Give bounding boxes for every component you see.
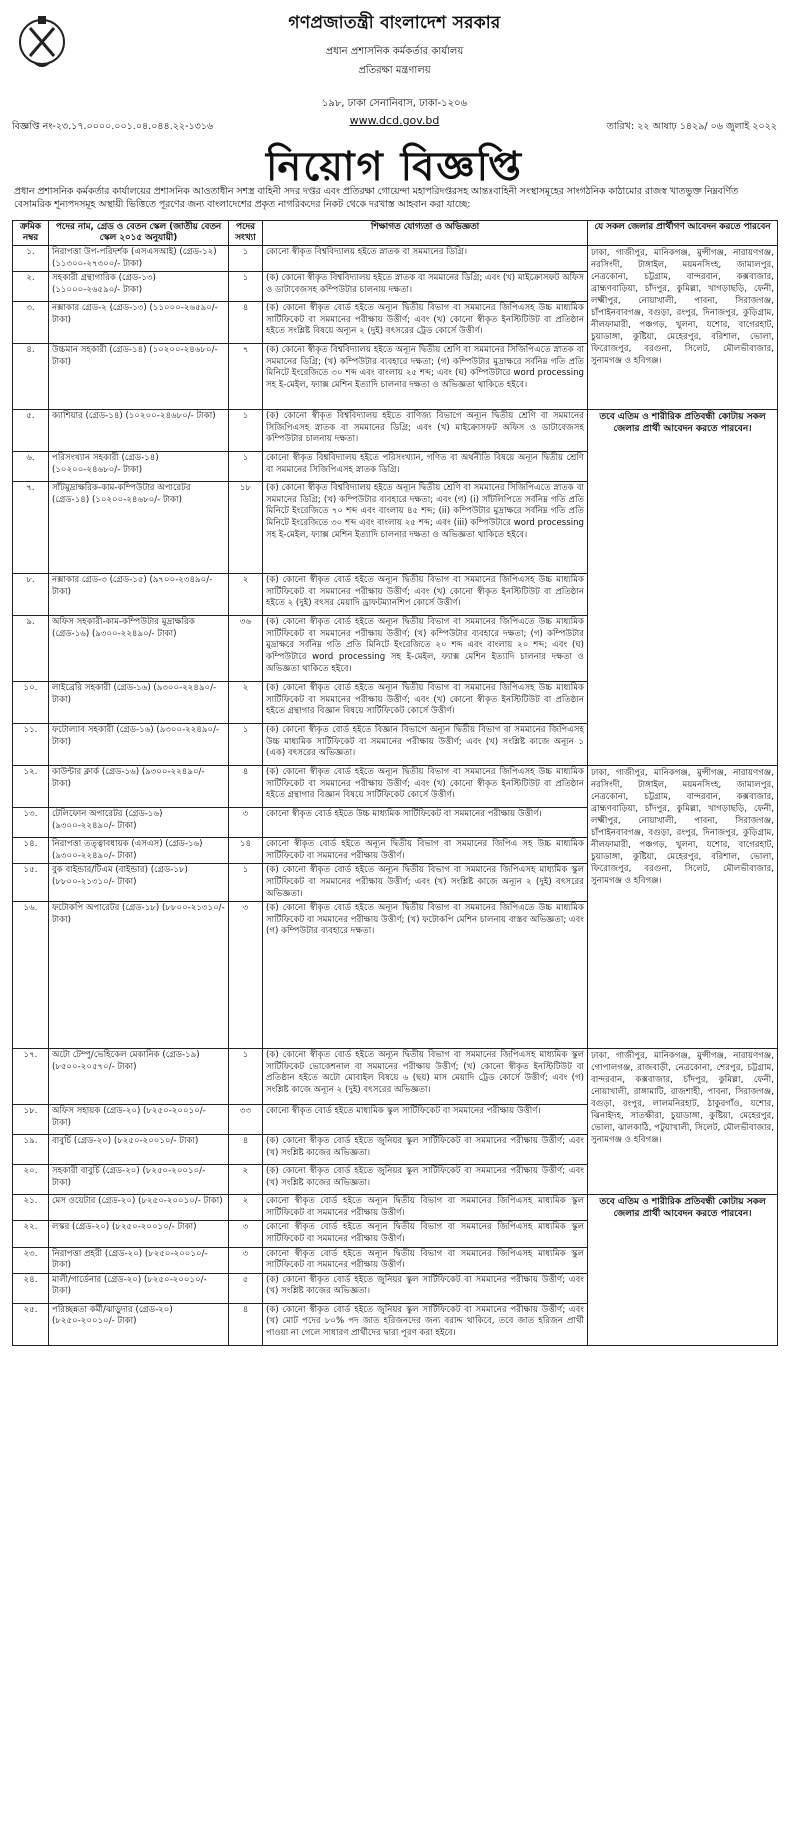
memo-number: বিজ্ঞপ্তি নং-২৩.১৭.০০০০.০০১.০৪.০৪৪.২২-১৩১৬ — [12, 121, 214, 132]
serial-cell: ১৯. — [13, 1135, 49, 1165]
count-cell: ১ — [229, 452, 263, 482]
count-cell: ৪ — [229, 766, 263, 808]
letterhead — [0, 0, 789, 130]
qualification-cell: কোনো স্বীকৃত বোর্ড হইতে উচ্চ মাধ্যমিক সার্টিফিকেট বা সমমানের পরীক্ষায় উত্তীর্ণ। — [263, 808, 588, 838]
serial-cell: ৪. — [13, 344, 49, 410]
qualification-cell: (ক) কোনো স্বীকৃত বোর্ড হইতে অন্যূন দ্বিতীয় বিভাগ বা সমমানের জিপিএসহ মাধ্যমিক স্কুল সার্টিফিকেট বা সমমানের পরীক্ষায় উত্তীর্ণ; এবং (খ) সংশ্লিষ্ট কাজে অন্যূন ২ (দুই) বৎসরের অভিজ্ঞতা। — [263, 864, 588, 902]
serial-cell: ১৪. — [13, 838, 49, 864]
count-cell: ৪ — [229, 1135, 263, 1165]
count-cell: ১ — [229, 246, 263, 272]
count-cell: ১ — [229, 410, 263, 452]
count-cell: ৩ — [229, 902, 263, 1049]
count-cell: ১ — [229, 1049, 263, 1105]
col-qualification: শিক্ষাগত যোগ্যতা ও অভিজ্ঞতা — [263, 221, 588, 246]
count-cell: ৪ — [229, 302, 263, 344]
qualification-cell: (ক) কোনো স্বীকৃত বোর্ড হইতে অন্যূন দ্বিতীয় বিভাগ বা সমমানের জিপিএসহ উচ্চ মাধ্যমিক সার্টিফিকেট বা সমমানের পরীক্ষায় উত্তীর্ণ; এবং (খ) কোনো স্বীকৃত ইনস্টিটিউট বা প্রতিষ্ঠান হইতে সংশ্লিষ্ট বিষয়ে অন্যূন ২ (দুই) বৎসরের ট্রেড কোর্সে উত্তীর্ণ। — [263, 302, 588, 344]
qualification-cell: (ক) কোনো স্বীকৃত বোর্ড হইতে অন্যূন দ্বিতীয় বিভাগ বা সমমানের জিপিএতে উচ্চ মাধ্যমিক সার্টিফিকেট বা সমমানের পরীক্ষায় উত্তীর্ণ; (খ) কম্পিউটার ব্যবহারে দক্ষতা; (গ) কম্পিউটার মুদ্রাক্ষরে সর্বনিম্ন গতি প্রতি মিনিটে ইংরেজিতে ২০ শব্দ এবং বাংলায় ২০ শব্দ; এবং (ঘ) কম্পিউটারে word processing সহ ই-মেইল, ফ্যাক্স মেশিন ইত্যাদি চালনার দক্ষতা ও অভিজ্ঞতা থাকিতে হইবে। — [263, 616, 588, 682]
district-cell: ঢাকা, গাজীপুর, মানিকগঞ্জ, মুন্সীগঞ্জ, নারায়ণগঞ্জ, নরসিংদী, টাঙ্গাইল, ময়মনসিংহ, জামালপুর, নেত্রকোনা, চট্টগ্রাম, বান্দরবান, কক্সবাজার, ব্রাহ্মণবাড়িয়া, চাঁদপুর, কুমিল্লা, খাগড়াছড়ি, ফেনী, লক্ষ্মীপুর, নোয়াখালী, পাবনা, সিরাজগঞ্জ, চাঁপাইনবাবগঞ্জ, বগুড়া, রংপুর, দিনাজপুর, কুড়িগ্রাম, নীলফামারী, পঞ্চগড়, খুলনা, যশোর, বাগেরহাট, চুয়াডাঙ্গা, কুষ্টিয়া, মেহেরপুর, বরিশাল, ভোলা, ফিরোজপুর, বরগুনা, সিলেট, মৌলভীবাজার, সুনামগঞ্জ ও হবিগঞ্জ। — [588, 766, 778, 1049]
quota-note-cell: তবে এতিম ও শারীরিক প্রতিবন্ধী কোটায় সকল জেলার প্রার্থী আবেদন করতে পারবেন। — [588, 410, 778, 766]
serial-cell: ২২. — [13, 1221, 49, 1247]
qualification-cell: কোনো স্বীকৃত বোর্ড হইতে অন্যূন দ্বিতীয় বিভাগ বা সমমানের জিপিএসহ মাধ্যমিক স্কুল সার্টিফিকেট বা সমমানের পরীক্ষায় উত্তীর্ণ। — [263, 1195, 588, 1221]
post-cell: লাইব্রেরি সহকারী (গ্রেড-১৬) (৯৩০০-২২৪৯০/- টাকা) — [49, 682, 229, 724]
qualification-cell: (ক) কোনো স্বীকৃত বিশ্ববিদ্যালয় হইতে অন্যূন দ্বিতীয় শ্রেণি বা সমমানের সিজিপিএতে স্নাতক বা সমমানের ডিগ্রি; (খ) কম্পিউটার ব্যবহারে দক্ষতা; এবং (গ) (i) সাঁটলিপিতে সর্বনিম্ন গতি প্রতি মিনিটে ইংরেজিতে ৭০ শব্দ এবং বাংলায় ৪৫ শব্দ; (ii) কম্পিউটার মুদ্রাক্ষরে সর্বনিম্ন গতি প্রতি মিনিটে ইংরেজিতে ৩০ শব্দ এবং বাংলায় ২৫ শব্দ; এবং (iii) কম্পিউটারে word processing সহ ই-মেইল, ফ্যাক্স মেশিন ইত্যাদি চালনার দক্ষতা ও অভিজ্ঞতা থাকিতে হইবে। — [263, 482, 588, 574]
col-count: পদের সংখ্যা — [229, 221, 263, 246]
post-cell: নক্সাকার গ্রেড-২ (গ্রেড-১৩) (১১০০০-২৬৫৯০/- টাকা) — [49, 302, 229, 344]
post-cell: নিরাপত্তা উপ-পরিদর্শক (এসএসআই) (গ্রেড-১২) (১১৩০০-২৭৩০০/- টাকা) — [49, 246, 229, 272]
serial-cell: ১৩. — [13, 808, 49, 838]
qualification-cell: কোনো স্বীকৃত বোর্ড হইতে অন্যূন দ্বিতীয় বিভাগ বা সমমানের জিপিএসহ মাধ্যমিক স্কুল সার্টিফিকেট বা সমমানের পরীক্ষায় উত্তীর্ণ। — [263, 1247, 588, 1273]
post-cell: মালী/গার্ডেনার (গ্রেড-২০) (৮২৫০-২০০১০/- টাকা) — [49, 1273, 229, 1303]
serial-cell: ১০. — [13, 682, 49, 724]
emblem-icon — [16, 12, 68, 76]
serial-cell: ৭. — [13, 482, 49, 574]
serial-cell: ৬. — [13, 452, 49, 482]
post-cell: উচ্চমান সহকারী (গ্রেড-১৪) (১০২০০-২৪৬৮০/- টাকা) — [49, 344, 229, 410]
post-cell: কাউন্টার ক্লার্ক (গ্রেড-১৬) (৯৩০০-২২৪৯০/- টাকা) — [49, 766, 229, 808]
qualification-cell: কোনো স্বীকৃত বোর্ড হইতে মাধ্যমিক স্কুল সার্টিফিকেট বা সমমানের পরীক্ষায় উত্তীর্ণ। — [263, 1105, 588, 1135]
serial-cell: ১৬. — [13, 902, 49, 1049]
post-cell: পরিসংখ্যান সহকারী (গ্রেড-১৪) (১০২০০-২৪৬৮০/- টাকা) — [49, 452, 229, 482]
count-cell: ২ — [229, 1165, 263, 1195]
memo-date: তারিখ: ২২ আষাঢ় ১৪২৯/ ০৬ জুলাই ২০২২ — [606, 121, 777, 132]
serial-cell: ৩. — [13, 302, 49, 344]
reference-line — [12, 120, 777, 135]
qualification-cell: (ক) কোনো স্বীকৃত বোর্ড হইতে অন্যূন দ্বিতীয় বিভাগ বা সমমানের জিপিএসহ উচ্চ মাধ্যমিক সার্টিফিকেট বা সমমানের পরীক্ষায় উত্তীর্ণ; এবং (খ) কোনো স্বীকৃত ইনস্টিটিউট বা প্রতিষ্ঠান হইতে গ্রন্থাগার বিজ্ঞান বিষয়ে সার্টিফিকেট কোর্সে উত্তীর্ণ। — [263, 682, 588, 724]
serial-cell: ২৩. — [13, 1247, 49, 1273]
post-cell: লস্কর (গ্রেড-২০) (৮২৫০-২০০১০/- টাকা) — [49, 1221, 229, 1247]
qualification-cell: (ক) কোনো স্বীকৃত বোর্ড হইতে জুনিয়র স্কুল সার্টিফিকেট বা সমমানের পরীক্ষায় উত্তীর্ণ; এবং (খ) সংশ্লিষ্ট কাজের অভিজ্ঞতা। — [263, 1165, 588, 1195]
count-cell: ১ — [229, 272, 263, 302]
count-cell: ৭ — [229, 344, 263, 410]
government-name: গণপ্রজাতন্ত্রী বাংলাদেশ সরকার — [288, 13, 501, 33]
serial-cell: ২৪. — [13, 1273, 49, 1303]
post-cell: পরিচ্ছন্নতা কর্মী/ঝাড়ুদার (গ্রেড-২০) (৮২৫০-২০০১০/- টাকা) — [49, 1303, 229, 1345]
qualification-cell: (ক) কোনো স্বীকৃত বিশ্ববিদ্যালয় হইতে স্নাতক বা সমমানের ডিগ্রি; এবং (খ) মাইক্রোসফট অফিস ও ডাটাবেজসহ কম্পিউটার চালনায় দক্ষতা। — [263, 272, 588, 302]
count-cell: ১৮ — [229, 482, 263, 574]
serial-cell: ৫. — [13, 410, 49, 452]
ministry-name: প্রতিরক্ষা মন্ত্রণালয় — [358, 65, 431, 76]
count-cell: ১৪ — [229, 838, 263, 864]
serial-cell: ১৮. — [13, 1105, 49, 1135]
post-cell: সহকারী বাবুর্চি (গ্রেড-২০) (৮২৫০-২০০১০/- টাকা) — [49, 1165, 229, 1195]
count-cell: ২ — [229, 1195, 263, 1221]
qualification-cell: (ক) কোনো স্বীকৃত বোর্ড হইতে বিজ্ঞান বিভাগে অন্যূন দ্বিতীয় বিভাগ বা সমমানের জিপিএসহ উচ্চ মাধ্যমিক সার্টিফিকেট বা সমমানের পরীক্ষায় উত্তীর্ণ; এবং (খ) সংশ্লিষ্ট কাজে অন্যূন ১ (এক) বৎসরের অভিজ্ঞতা। — [263, 724, 588, 766]
count-cell: ১ — [229, 864, 263, 902]
post-cell: মেস ওয়েটার (গ্রেড-২০) (৮২৫০-২০০১০/- টাকা) — [49, 1195, 229, 1221]
table-row — [13, 410, 778, 452]
qualification-cell: (ক) কোনো স্বীকৃত বোর্ড হইতে জুনিয়র স্কুল সার্টিফিকেট বা সমমানের পরীক্ষায় উত্তীর্ণ; এবং (খ) সংশ্লিষ্ট কাজের অভিজ্ঞতা। — [263, 1135, 588, 1165]
serial-cell: ২. — [13, 272, 49, 302]
post-cell: বাবুর্চি (গ্রেড-২০) (৮২৫০-২০০১০/- টাকা) — [49, 1135, 229, 1165]
table-row — [13, 1195, 778, 1221]
vacancy-table — [12, 220, 778, 1346]
serial-cell: ১৫. — [13, 864, 49, 902]
qualification-cell: (ক) কোনো স্বীকৃত বোর্ড হইতে জুনিয়র স্কুল সার্টিফিকেট বা সমমানের পরীক্ষায় উত্তীর্ণ; এবং (খ) সংশ্লিষ্ট কাজের অভিজ্ঞতা। — [263, 1273, 588, 1303]
post-cell: ক্যাশিয়ার (গ্রেড-১৪) (১০২০০-২৪৬৮০/- টাকা) — [49, 410, 229, 452]
serial-cell: ৮. — [13, 574, 49, 616]
intro-paragraph: প্রধান প্রশাসনিক কর্মকর্তার কার্যালয়ের প্রশাসনিক আওতাধীন সশস্ত্র বাহিনী সদর দপ্তর এবং প্রতিরক্ষা গোয়েন্দা মহাপরিদপ্তরসহ আন্তঃবাহিনী সংস্থাসমূহের সাংগঠনিক কাঠামোর রাজস্ব খাতভুক্ত নিম্নবর্ণিত বেসামরিক শূন্যপদসমূহ অস্থায়ী ভিত্তিতে পূরণের জন্য বাংলাদেশের প্রকৃত নাগরিকদের নিকট থেকে দরখাস্ত আহবান করা যাচ্ছে: — [14, 186, 739, 210]
table-header-row — [13, 221, 778, 246]
qualification-cell: (ক) কোনো স্বীকৃত বোর্ড হইতে অন্যূন দ্বিতীয় বিভাগ বা সমমানের জিপিএতে উচ্চ মাধ্যমিক সার্টিফিকেট বা সমমানের পরীক্ষায় উত্তীর্ণ; (খ) ফটোকপি মেশিন চালনায় বাস্তব অভিজ্ঞতা; এবং (গ) কম্পিউটার ব্যবহারে দক্ষতা। — [263, 902, 588, 1049]
table-row — [13, 766, 778, 808]
qualification-cell: (ক) কোনো স্বীকৃত বোর্ড হইতে অন্যূন দ্বিতীয় বিভাগ বা সমমানের জিপিএসহ উচ্চ মাধ্যমিক সার্টিফিকেট বা সমমানের পরীক্ষায় উত্তীর্ণ; এবং (খ) কোনো স্বীকৃত ইনস্টিটিউট বা প্রতিষ্ঠান হইতে গ্রন্থাগার বিজ্ঞান বিষয়ে সার্টিফিকেট কোর্সে উত্তীর্ণ। — [263, 766, 588, 808]
post-cell: টেলিফোন অপারেটর (গ্রেড-১৬) (৯৩০০-২২৪৯০/- টাকা) — [49, 808, 229, 838]
district-cell: ঢাকা, গাজীপুর, মানিকগঞ্জ, মুন্সীগঞ্জ, নারায়ণগঞ্জ, নরসিংদী, টাঙ্গাইল, ময়মনসিংহ, জামালপুর, নেত্রকোনা, চট্টগ্রাম, বান্দরবান, কক্সবাজার, ব্রাহ্মণবাড়িয়া, চাঁদপুর, কুমিল্লা, খাগড়াছড়ি, ফেনী, লক্ষ্মীপুর, নোয়াখালী, পাবনা, সিরাজগঞ্জ, চাঁপাইনবাবগঞ্জ, বগুড়া, রংপুর, দিনাজপুর, কুড়িগ্রাম, নীলফামারী, পঞ্চগড়, খুলনা, যশোর, বাগেরহাট, চুয়াডাঙ্গা, কুষ্টিয়া, মেহেরপুর, বরিশাল, ভোলা, ফিরোজপুর, বরগুনা, সিলেট, মৌলভীবাজার, সুনামগঞ্জ ও হবিগঞ্জ। — [588, 246, 778, 410]
qualification-cell: কোনো স্বীকৃত বোর্ড হইতে অন্যূন দ্বিতীয় বিভাগ বা সমমানের জিপিএসহ মাধ্যমিক স্কুল সার্টিফিকেট বা সমমানের পরীক্ষায় উত্তীর্ণ। — [263, 1221, 588, 1247]
count-cell: ৩ — [229, 808, 263, 838]
col-serial: ক্রমিক নম্বর — [13, 221, 49, 246]
qualification-cell: (ক) কোনো স্বীকৃত বিশ্ববিদ্যালয় হইতে বাণিজ্য বিভাগে অন্যূন দ্বিতীয় শ্রেণি বা সমমানের সিজিপিএসহ স্নাতক বা সমমানের ডিগ্রি; এবং (খ) মাইক্রোসফট অফিস ও ডাটাবেজসহ কম্পিউটার চালনায় দক্ষতা। — [263, 410, 588, 452]
serial-cell: ৯. — [13, 616, 49, 682]
serial-cell: ২৫. — [13, 1303, 49, 1345]
website-link[interactable]: www.dcd.gov.bd — [349, 114, 440, 127]
serial-cell: ১২. — [13, 766, 49, 808]
qualification-cell: কোনো স্বীকৃত বিশ্ববিদ্যালয় হইতে পরিসংখ্যান, গণিত বা অর্থনীতি বিষয়ে অন্যূন দ্বিতীয় শ্রেণি বা সমমানের সিজিপিএসহ স্নাতক ডিগ্রি। — [263, 452, 588, 482]
post-cell: নিরাপত্তা প্রহরী (গ্রেড-২০) (৮২৫০-২০০১০/- টাকা) — [49, 1247, 229, 1273]
qualification-cell: (ক) কোনো স্বীকৃত বোর্ড হইতে অন্যূন দ্বিতীয় বিভাগ বা সমমানের জিপিএসহ মাধ্যমিক স্কুল সার্টিফিকেট ভোকেশনাল বা সমমানের পরীক্ষায় উত্তীর্ণ; (খ) কোনো স্বীকৃত ইনস্টিটিউট বা প্রতিষ্ঠান হইতে অটো মোবাইল বিষয়ে ৬ (ছয়) মাস মেয়াদি ট্রেড কোর্সে উত্তীর্ণ; এবং (গ) সংশ্লিষ্ট কাজে অন্যূন ২ (দুই) বৎসরের অভিজ্ঞতা। — [263, 1049, 588, 1105]
qualification-cell: কোনো স্বীকৃত বিশ্ববিদ্যালয় হইতে স্নাতক বা সমমানের ডিগ্রি। — [263, 246, 588, 272]
count-cell: ১ — [229, 724, 263, 766]
office-name: প্রধান প্রশাসনিক কর্মকর্তার কার্যালয় — [325, 46, 464, 57]
count-cell: ৩৬ — [229, 616, 263, 682]
count-cell: ৩ — [229, 1221, 263, 1247]
count-cell: ৩৩ — [229, 1105, 263, 1135]
count-cell: ৩ — [229, 1247, 263, 1273]
count-cell: ২ — [229, 682, 263, 724]
post-cell: বুক বাইন্ডার/টিএম (বাইন্ডার) (গ্রেড-১৮) (৮৮০০-২১৩১০/- টাকা) — [49, 864, 229, 902]
serial-cell: ২১. — [13, 1195, 49, 1221]
post-cell: সাঁটমুদ্রাক্ষরিক-কাম-কম্পিউটার অপারেটর (গ্রেড-১৪) (১০২০০-২৪৬৮০/- টাকা) — [49, 482, 229, 574]
count-cell: ৪ — [229, 1303, 263, 1345]
serial-cell: ২০. — [13, 1165, 49, 1195]
post-cell: নিরাপত্তা তত্ত্বাবধায়ক (এসএস) (গ্রেড-১৬) (৯৩০০-২২৪৯০/- টাকা) — [49, 838, 229, 864]
office-address: ১৯৮, ঢাকা সেনানিবাস, ঢাকা-১২০৬ — [321, 98, 468, 109]
post-cell: অফিস সহকারী-কাম-কম্পিউটার মুদ্রাক্ষরিক (গ্রেড-১৬) (৯৩০০-২২৪৯০/- টাকা) — [49, 616, 229, 682]
qualification-cell: কোনো স্বীকৃত বোর্ড হইতে অন্যূন দ্বিতীয় বিভাগ বা সমমানের জিপিএ সহ উচ্চ মাধ্যমিক সার্টিফিকেট বা সমমানের পরীক্ষায় উত্তীর্ণ। — [263, 838, 588, 864]
table-row — [13, 1049, 778, 1105]
serial-cell: ১৭. — [13, 1049, 49, 1105]
district-cell: ঢাকা, গাজীপুর, মানিকগঞ্জ, মুন্সীগঞ্জ, নারায়ণগঞ্জ, গোপালগঞ্জ, রাজবাড়ী, নেত্রকোনা, শেরপুর, চট্টগ্রাম, বান্দরবান, কক্সবাজার, চাঁদপুর, কুমিল্লা, ফেনী, নোয়াখালী, রাঙ্গামাটি, রাজশাহী, পাবনা, সিরাজগঞ্জ, বগুড়া, রংপুর, লালমনিরহাট, ঠাকুরগাঁও, যশোর, ঝিনাইদহ, সাতক্ষীরা, চুয়াডাঙ্গা, কুষ্টিয়া, মেহেরপুর, ভোলা, ঝালকাঠি, পটুয়াখালী, সিলেট, মৌলভীবাজার, সুনামগঞ্জ ও হবিগঞ্জ। — [588, 1049, 778, 1195]
col-post: পদের নাম, গ্রেড ও বেতন স্কেল (জাতীয় বেতন স্কেল ২০১৫ অনুযায়ী) — [49, 221, 229, 246]
qualification-cell: (ক) কোনো স্বীকৃত বোর্ড হইতে জুনিয়র স্কুল সার্টিফিকেট বা সমমানের পরীক্ষায় উত্তীর্ণ; এবং (খ) মোট পদের ৮০% পদ জাত হরিজনদের জন্য বরাদ্দ থাকিবে, তবে জাত হরিজন প্রার্থী পাওয়া না গেলে সাধারণ প্রার্থীদের দ্বারা পূরণ করা হইবে। — [263, 1303, 588, 1345]
quota-note-cell: তবে এতিম ও শারীরিক প্রতিবন্ধী কোটায় সকল জেলার প্রার্থী আবেদন করতে পারবেন। — [588, 1195, 778, 1346]
count-cell: ২ — [229, 574, 263, 616]
qualification-cell: (ক) কোনো স্বীকৃত বোর্ড হইতে অন্যূন দ্বিতীয় বিভাগ বা সমমানের জিপিএসহ উচ্চ মাধ্যমিক সার্টিফিকেট বা সমমানের পরীক্ষায় উত্তীর্ণ; এবং (খ) কোনো স্বীকৃত ইনস্টিটিউট বা প্রতিষ্ঠান হইতে ২ (দুই) বৎসর মেয়াদি ড্রাফটম্যানশিপ কোর্সে উত্তীর্ণ। — [263, 574, 588, 616]
count-cell: ৫ — [229, 1273, 263, 1303]
post-cell: ফটোকপি অপারেটর (গ্রেড-১৮) (৮৮০০-২১৩১০/- টাকা) — [49, 902, 229, 1049]
table-row — [13, 246, 778, 272]
post-cell: অফিস সহায়ক (গ্রেড-২০) (৮২৫০-২০০১০/- টাকা) — [49, 1105, 229, 1135]
post-cell: ফটোল্যাব সহকারী (গ্রেড-১৬) (৯৩০০-২২৪৯০/- টাকা) — [49, 724, 229, 766]
post-cell: নক্সাকার গ্রেড-৩ (গ্রেড-১৫) (৯৭০০-২৩৪৯০/- টাকা) — [49, 574, 229, 616]
serial-cell: ১. — [13, 246, 49, 272]
qualification-cell: (ক) কোনো স্বীকৃত বিশ্ববিদ্যালয় হইতে অন্যূন দ্বিতীয় শ্রেণি বা সমমানের সিজিপিএতে স্নাতক বা সমমানের ডিগ্রি; (খ) কম্পিউটার ব্যবহারে দক্ষতা; (গ) কম্পিউটার মুদ্রাক্ষরে সর্বনিম্ন গতি প্রতি মিনিটে ইংরেজিতে ৩০ শব্দ এবং বাংলায় ২৫ শব্দ; এবং (ঘ) কম্পিউটারে word processing সহ ই-মেইল, ফ্যাক্স মেশিন ইত্যাদি চালনার দক্ষতা ও অভিজ্ঞতা থাকিতে হইবে। — [263, 344, 588, 410]
page-title: নিয়োগ বিজ্ঞপ্তি — [265, 144, 523, 190]
col-districts: যে সকল জেলার প্রার্থীগণ আবেদন করতে পারবেন — [588, 221, 778, 246]
post-cell: সহকারী গ্রন্থাগারিক (গ্রেড-১৩) (১১০০০-২৬৫৯০/- টাকা) — [49, 272, 229, 302]
post-cell: অটো টেম্পু/ভেহিকেল মেকানিক (গ্রেড-১৯) (৮৫০০-২০৫৭০/- টাকা) — [49, 1049, 229, 1105]
serial-cell: ১১. — [13, 724, 49, 766]
